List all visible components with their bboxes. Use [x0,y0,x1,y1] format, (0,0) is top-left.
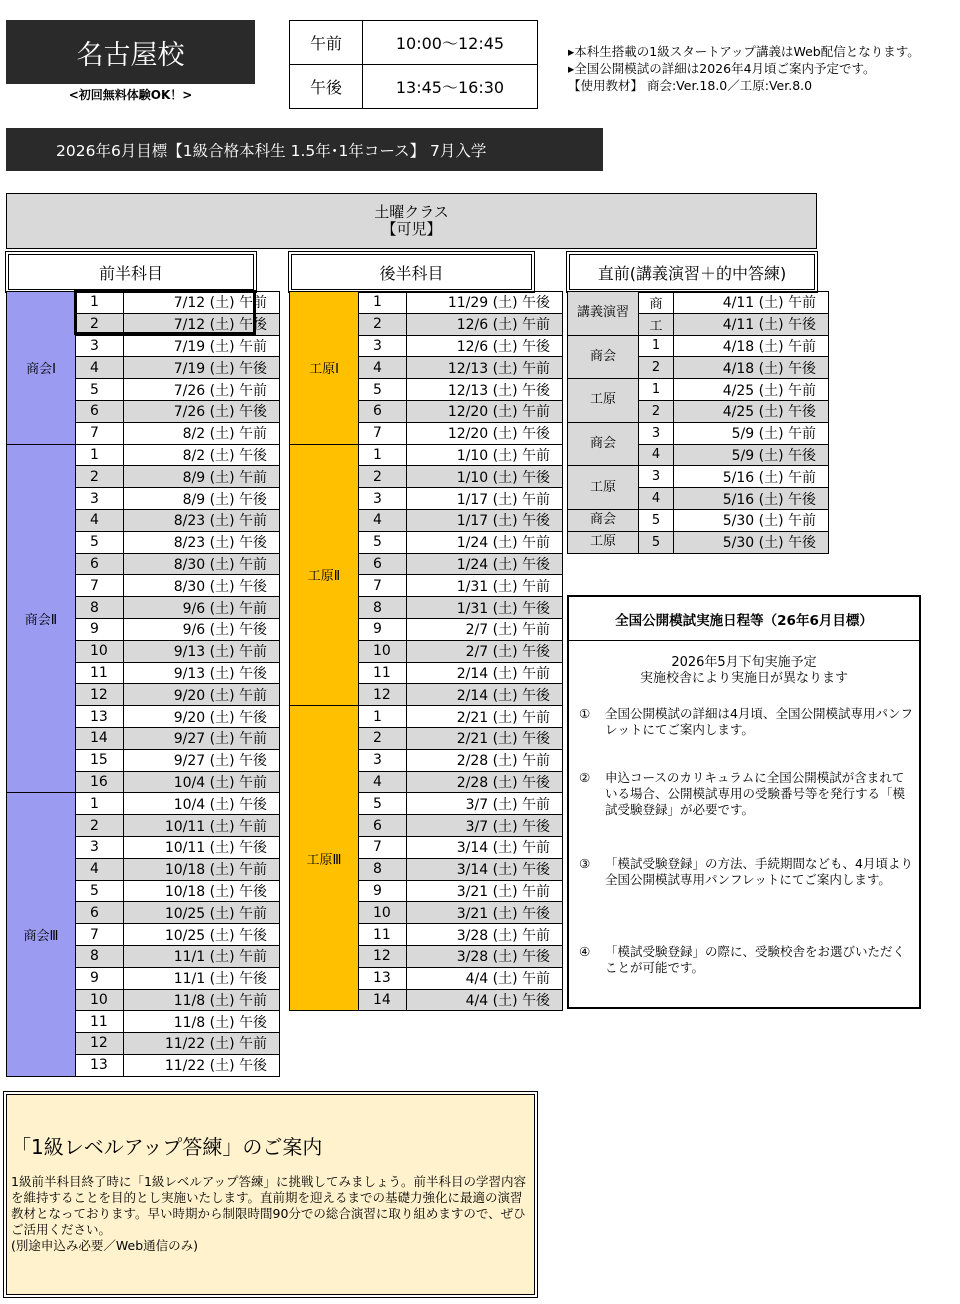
session-date: 10/4 (土) 午後 [124,793,280,815]
schedule-row [7,444,280,466]
schedule-row [7,793,280,815]
session-date: 4/4 (土) 午前 [407,967,563,989]
time-row [290,65,538,109]
mock-item [579,856,915,888]
session-number: 2 [76,815,124,837]
session-date: 2/28 (土) 午前 [407,749,563,771]
session-date: 9/13 (土) 午後 [124,662,280,684]
session-number: 12 [359,684,407,706]
session-date: 2/21 (土) 午前 [407,706,563,728]
session-number: 6 [76,902,124,924]
session-date: 1/31 (土) 午前 [407,575,563,597]
session-date: 3/7 (土) 午前 [407,793,563,815]
session-number: 9 [76,967,124,989]
schedule-row [290,292,563,314]
final-row [568,422,829,444]
session-number: 3 [76,335,124,357]
time-label: 午前 [290,21,363,65]
session-date: 9/20 (土) 午前 [124,684,280,706]
time-value: 13:45～16:30 [363,65,538,109]
final-subject: 工原 [568,466,639,510]
first-half-table [6,291,280,1077]
session-number: 12 [76,1033,124,1055]
session-date: 9/27 (土) 午前 [124,727,280,749]
session-number: 13 [359,967,407,989]
session-number: 13 [76,1054,124,1076]
session-date: 8/30 (土) 午後 [124,575,280,597]
session-date: 11/1 (土) 午前 [124,945,280,967]
time-table [289,20,538,109]
mock-date: 2026年5月下旬実施予定 [671,655,817,670]
session-number: 8 [359,597,407,619]
session-number: 1 [359,444,407,466]
session-number: 11 [76,662,124,684]
session-number: 2 [359,313,407,335]
time-row [290,21,538,65]
final-title: 直前(講義演習＋的中答練) [569,254,815,290]
session-date: 2/28 (土) 午後 [407,771,563,793]
final-table [567,291,829,554]
session-number: 12 [76,684,124,706]
session-date: 9/13 (土) 午前 [124,640,280,662]
session-date: 11/29 (土) 午後 [407,292,563,314]
session-date: 7/26 (土) 午前 [124,379,280,401]
session-date: 4/4 (土) 午後 [407,989,563,1011]
session-number: 6 [359,400,407,422]
session-number: 1 [76,292,124,314]
session-date: 10/4 (土) 午前 [124,771,280,793]
session-date: 8/30 (土) 午前 [124,553,280,575]
session-number: 11 [76,1011,124,1033]
session-number: 14 [76,727,124,749]
final-session-number: 5 [639,531,674,553]
session-date: 9/6 (土) 午前 [124,597,280,619]
session-date: 10/25 (土) 午前 [124,902,280,924]
final-session-date: 4/25 (土) 午後 [674,400,829,422]
final-subject: 工原 [568,379,639,423]
subject-cell: 商会Ⅲ [7,793,76,1076]
final-session-number: 工 [639,313,674,335]
session-number: 8 [76,945,124,967]
final-row [568,509,829,531]
final-subject: 商会 [568,422,639,466]
subject-cell: 工原Ⅱ [290,444,359,706]
session-number: 3 [76,488,124,510]
mock-item [579,706,915,738]
mock-item-text: 「模試受験登録」の方法、手続期間なども、4月頃より全国公開模試専用パンフレットにてご案内します。 [605,856,913,887]
session-number: 14 [359,989,407,1011]
session-date: 2/14 (土) 午後 [407,684,563,706]
final-row [568,531,829,553]
second-half-table [289,291,563,1011]
session-number: 4 [76,357,124,379]
final-session-number: 3 [639,466,674,488]
session-date: 1/10 (土) 午前 [407,444,563,466]
session-number: 1 [76,793,124,815]
session-number: 4 [76,858,124,880]
mock-subtitle [569,655,919,687]
session-date: 10/25 (土) 午後 [124,924,280,946]
session-date: 1/10 (土) 午後 [407,466,563,488]
mock-item-num: ③ [579,856,591,871]
session-number: 2 [76,313,124,335]
note-line: ▸本科生搭載の1級スタートアップ講義はWeb配信となります。 [568,44,920,59]
session-date: 1/24 (土) 午後 [407,553,563,575]
schedule-row [290,706,563,728]
session-number: 6 [76,553,124,575]
note-line: 【使用教材】 商会:Ver.18.0／工原:Ver.8.0 [568,78,813,93]
final-session-number: 1 [639,335,674,357]
final-session-number: 商 [639,292,674,314]
session-date: 9/20 (土) 午後 [124,706,280,728]
session-date: 2/21 (土) 午後 [407,727,563,749]
session-number: 5 [359,531,407,553]
session-date: 12/13 (土) 午前 [407,357,563,379]
session-number: 15 [76,749,124,771]
session-number: 9 [76,618,124,640]
levelup-body: 1級前半科目終了時に「1級レベルアップ答練」に挑戦してみましょう。前半科目の学習内容を維持することを目的とし実施いたします。直前期を迎えるまでの基礎力強化に最適の演習教材となっております。早い時期から制限時間90分での総合演習に取り組めますので、ぜひご活用ください。 [11,1174,527,1237]
session-date: 11/8 (土) 午後 [124,1011,280,1033]
session-number: 3 [76,836,124,858]
session-number: 6 [76,400,124,422]
final-session-number: 5 [639,509,674,531]
session-number: 4 [359,509,407,531]
session-number: 4 [76,509,124,531]
session-date: 7/26 (土) 午後 [124,400,280,422]
session-number: 2 [359,727,407,749]
session-date: 8/23 (土) 午前 [124,509,280,531]
first-half-title: 前半科目 [8,254,254,290]
header-notes [568,43,920,94]
final-row [568,379,829,401]
final-session-date: 4/25 (土) 午前 [674,379,829,401]
session-number: 4 [359,357,407,379]
session-date: 10/18 (土) 午前 [124,858,280,880]
mock-item-num: ① [579,706,591,721]
final-session-date: 5/16 (土) 午前 [674,466,829,488]
session-date: 12/13 (土) 午後 [407,379,563,401]
subject-cell: 商会Ⅱ [7,444,76,793]
session-number: 1 [359,292,407,314]
mock-item-text: 「模試受験登録」の際に、受験校舎をお選びいただくことが可能です。 [605,944,906,975]
session-number: 7 [76,575,124,597]
session-number: 3 [359,335,407,357]
session-date: 12/6 (土) 午後 [407,335,563,357]
levelup-box [6,1094,535,1295]
note-line: ▸全国公開模試の詳細は2026年4月頃ご案内予定です。 [568,61,876,76]
session-number: 11 [359,924,407,946]
levelup-title: 「1級レベルアップ答練」のご案内 [11,1135,323,1159]
session-date: 8/9 (土) 午前 [124,466,280,488]
session-date: 7/12 (土) 午前 [124,292,280,314]
mock-item [579,770,915,818]
session-date: 8/2 (土) 午前 [124,422,280,444]
final-session-date: 4/11 (土) 午後 [674,313,829,335]
session-number: 2 [76,466,124,488]
session-number: 4 [359,771,407,793]
session-number: 10 [76,640,124,662]
mock-date-note: 実施校舎により実施日が異なります [639,671,848,686]
session-date: 11/22 (土) 午後 [124,1054,280,1076]
final-session-date: 5/16 (土) 午後 [674,488,829,510]
mock-item-num: ② [579,770,591,785]
session-number: 9 [359,618,407,640]
session-number: 3 [359,749,407,771]
session-number: 1 [359,706,407,728]
session-date: 7/12 (土) 午後 [124,313,280,335]
final-session-number: 3 [639,422,674,444]
session-date: 2/14 (土) 午前 [407,662,563,684]
final-subject: 工原 [568,531,639,553]
session-number: 10 [359,902,407,924]
final-row [568,466,829,488]
session-number: 16 [76,771,124,793]
final-session-date: 4/11 (土) 午前 [674,292,829,314]
mock-item-text: 全国公開模試の詳細は4月頃、全国公開模試専用パンフレットにてご案内します。 [605,706,913,737]
session-number: 13 [76,706,124,728]
session-date: 3/21 (土) 午後 [407,902,563,924]
class-header [6,193,817,249]
final-session-number: 4 [639,488,674,510]
session-date: 8/9 (土) 午後 [124,488,280,510]
final-subject: 講義演習 [568,292,639,336]
mock-exam-box [567,595,921,1009]
session-date: 11/22 (土) 午前 [124,1033,280,1055]
session-number: 7 [76,924,124,946]
time-label: 午後 [290,65,363,109]
session-date: 3/7 (土) 午後 [407,815,563,837]
course-banner: 2026年6月目標【1級合格本科生 1.5年･1年コース】 7月入学 [6,128,603,171]
session-date: 10/11 (土) 午後 [124,836,280,858]
final-session-date: 4/18 (土) 午前 [674,335,829,357]
session-date: 12/6 (土) 午前 [407,313,563,335]
subject-cell: 工原Ⅲ [290,706,359,1011]
subject-cell: 工原Ⅰ [290,292,359,445]
final-session-number: 2 [639,400,674,422]
session-date: 2/7 (土) 午前 [407,618,563,640]
session-number: 3 [359,488,407,510]
session-number: 5 [359,793,407,815]
session-date: 7/19 (土) 午前 [124,335,280,357]
session-date: 1/17 (土) 午後 [407,509,563,531]
mock-title: 全国公開模試実施日程等（26年6月目標） [569,597,919,641]
session-date: 7/19 (土) 午後 [124,357,280,379]
final-session-date: 5/9 (土) 午後 [674,444,829,466]
session-date: 10/11 (土) 午前 [124,815,280,837]
levelup-note: (別途申込み必要／Web通信のみ) [11,1238,199,1253]
session-date: 3/28 (土) 午後 [407,945,563,967]
session-date: 1/24 (土) 午前 [407,531,563,553]
session-number: 7 [76,422,124,444]
session-date: 8/23 (土) 午後 [124,531,280,553]
session-number: 6 [359,815,407,837]
session-date: 9/27 (土) 午後 [124,749,280,771]
session-date: 1/17 (土) 午前 [407,488,563,510]
final-session-number: 2 [639,357,674,379]
session-date: 10/18 (土) 午後 [124,880,280,902]
session-date: 12/20 (土) 午後 [407,422,563,444]
session-date: 3/14 (土) 午後 [407,858,563,880]
session-date: 12/20 (土) 午前 [407,400,563,422]
session-number: 7 [359,836,407,858]
session-number: 10 [76,989,124,1011]
final-session-date: 5/30 (土) 午後 [674,531,829,553]
mock-item [579,944,915,976]
school-name: 名古屋校 [6,20,255,84]
session-number: 2 [359,466,407,488]
session-number: 11 [359,662,407,684]
mock-item-text: 申込コースのカリキュラムに全国公開模試が含まれている場合、公開模試専用の受験番号等を発行する「模試受験登録」が必要です。 [605,770,906,817]
session-number: 8 [76,597,124,619]
session-date: 3/28 (土) 午前 [407,924,563,946]
final-session-date: 5/9 (土) 午前 [674,422,829,444]
session-date: 1/31 (土) 午後 [407,597,563,619]
session-date: 11/1 (土) 午後 [124,967,280,989]
session-date: 3/21 (土) 午前 [407,880,563,902]
second-half-title: 後半科目 [291,254,532,290]
session-number: 5 [76,379,124,401]
final-session-number: 1 [639,379,674,401]
session-date: 9/6 (土) 午後 [124,618,280,640]
session-number: 10 [359,640,407,662]
session-date: 2/7 (土) 午後 [407,640,563,662]
session-number: 8 [359,858,407,880]
session-number: 5 [76,880,124,902]
session-number: 9 [359,880,407,902]
final-subject: 商会 [568,335,639,379]
session-number: 5 [359,379,407,401]
schedule-row [290,444,563,466]
final-session-number: 4 [639,444,674,466]
session-date: 3/14 (土) 午前 [407,836,563,858]
time-value: 10:00～12:45 [363,21,538,65]
subject-cell: 商会Ⅰ [7,292,76,445]
session-number: 7 [359,422,407,444]
session-number: 1 [76,444,124,466]
trial-note: <初回無料体験OK！> [68,88,193,102]
first-session-highlight [74,290,256,335]
final-row [568,335,829,357]
final-session-date: 5/30 (土) 午前 [674,509,829,531]
final-session-date: 4/18 (土) 午後 [674,357,829,379]
mock-item-num: ④ [579,944,591,959]
final-row [568,292,829,314]
session-number: 6 [359,553,407,575]
session-number: 7 [359,575,407,597]
session-date: 11/8 (土) 午前 [124,989,280,1011]
class-name: 土曜クラス [374,203,449,221]
session-date: 8/2 (土) 午後 [124,444,280,466]
final-subject: 商会 [568,509,639,531]
session-number: 12 [359,945,407,967]
class-location: 【可児】 [381,220,442,238]
session-number: 5 [76,531,124,553]
